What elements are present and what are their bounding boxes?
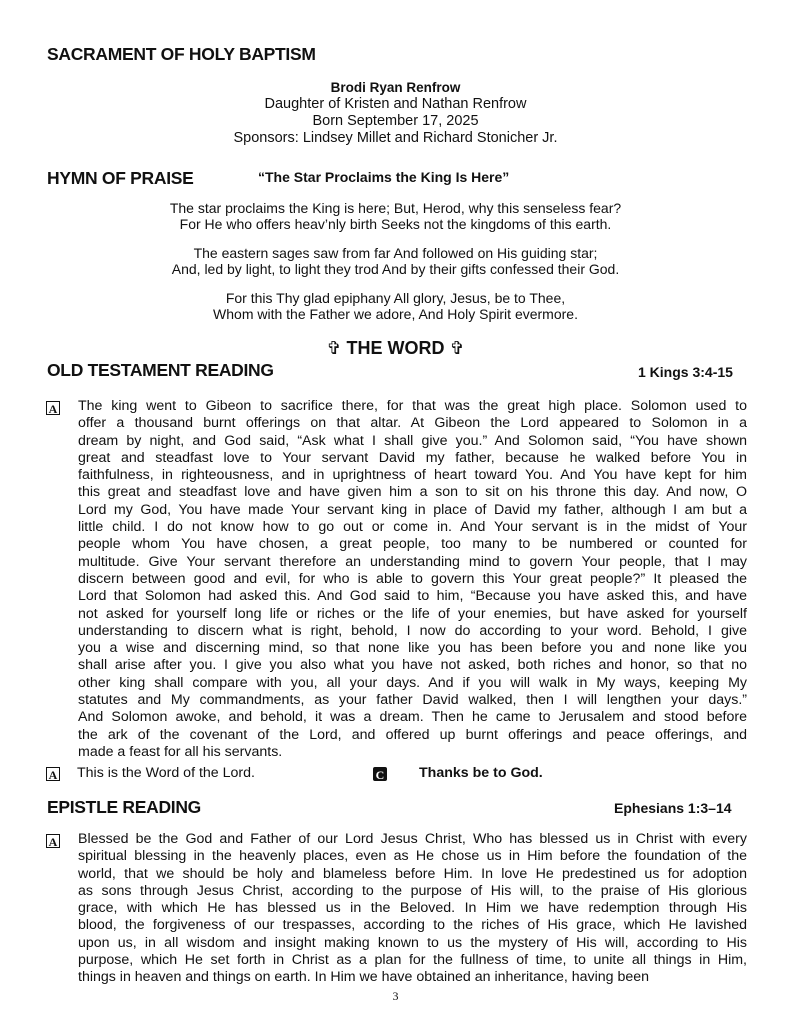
- reading-line: Lord my God, You have made Your servant king in place of David my father, although I am but a: [78, 501, 747, 518]
- stanza-line: For He who offers heav’nly birth Seeks not the kingdoms of this earth.: [179, 216, 612, 232]
- hymn-stanza-2: [0, 245, 791, 277]
- leader-marker-icon: A: [46, 401, 60, 415]
- stanza-line: And, led by light, to light they trod And by their gifts confessed their God.: [171, 261, 620, 277]
- reading-line: great and steadfast love to Your servant David my father, because he walked before You in: [78, 449, 747, 466]
- congregation-response: Thanks be to God.: [419, 765, 543, 781]
- reading-line: statutes and My commandments, as your father David walked, then I will lengthen your days.”: [78, 692, 747, 709]
- stanza-line: For this Thy glad epiphany All glory, Jesus, be to Thee,: [225, 290, 566, 306]
- reading-line: things in heaven and things on earth. In Him we have obtained an inheritance, having been: [78, 969, 650, 986]
- reading-line: the ark of the covenant of the Lord, and offered up burnt offerings and peace offerings, and: [78, 726, 747, 743]
- hymn-stanza-1: [0, 200, 791, 232]
- hymn-title: “The Star Proclaims the King Is Here”: [258, 169, 510, 185]
- reading-line: you a wise and discerning mind, so that none like you has been before you and none like you: [78, 640, 747, 657]
- reading-line: Lord that Solomon had asked this. And God said to him, “Because you have asked this, and have: [78, 588, 747, 605]
- leader-marker-icon: A: [46, 834, 60, 848]
- baptized-name: Brodi Ryan Renfrow: [330, 80, 461, 95]
- leader-response: This is the Word of the Lord.: [77, 765, 255, 781]
- reading-line: little child. I do not know how to go out or come in. And Your servant is in the midst of Your: [78, 519, 747, 536]
- reading-line: discern between good and evil, for who is able to govern this Your great people?” It pleased the: [78, 570, 747, 587]
- reading-line: as sons through Jesus Christ, according to the purpose of His will, to the praise of His glorious: [78, 882, 747, 899]
- epistle-text: [78, 831, 747, 987]
- reading-line: this great and steadfast love and have given him a son to sit on his throne this day. And now, O: [78, 484, 747, 501]
- old-testament-text: [78, 398, 747, 761]
- epistle-heading: EPISTLE READING: [47, 797, 201, 817]
- reading-line: And Solomon awoke, and behold, it was a dream. Then he came to Jerusalem and stood before: [78, 709, 747, 726]
- reading-line: other king shall compare with you, all your days. And if you will walk in My ways, keeping My: [78, 674, 747, 691]
- reading-line: understanding to discern what is right, behold, I now do according to your word. Behold, I give: [78, 622, 747, 639]
- baptism-sponsors: Sponsors: Lindsey Millet and Richard Stonicher Jr.: [233, 130, 558, 146]
- reading-line: grace, with which He has blessed us in the Beloved. In Him we have redemption through His: [78, 900, 747, 917]
- reading-line: multitude. Give Your servant therefore an understanding mind to govern Your people, that I may: [78, 553, 747, 570]
- reading-line: people whom You have chosen, a great people, too many to be numbered or counted for: [78, 536, 747, 553]
- old-testament-reference: 1 Kings 3:4-15: [638, 364, 733, 380]
- baptism-details: [0, 79, 791, 147]
- reading-line: made a feast for all his servants.: [78, 743, 283, 760]
- baptism-heading: SACRAMENT OF HOLY BAPTISM: [47, 44, 316, 64]
- baptism-birth-date: Born September 17, 2025: [312, 113, 479, 129]
- reading-line: dream by night, and God said, “Ask what I shall give you.” And Solomon said, “You have shown: [78, 432, 747, 449]
- reading-line: purpose, which He set forth in Christ as a plan for the fullness of time, to unite all things in Him,: [78, 952, 747, 969]
- reading-line: upon us, in all wisdom and insight making known to us the mystery of His will, according to His: [78, 934, 747, 951]
- reading-line: not asked for yourself long life or riches or the life of your enemies, but have asked for yourself: [78, 605, 747, 622]
- congregation-marker-icon: C: [373, 767, 387, 781]
- reading-line: shall arise after you. I give you also what you have not asked, both riches and honor, so that no: [78, 657, 747, 674]
- stanza-line: Whom with the Father we adore, And Holy Spirit evermore.: [213, 306, 578, 322]
- hymn-stanza-3: [0, 290, 791, 322]
- reading-line: spiritual blessing in the heavenly places, even as He chose us in Him before the foundation of the: [78, 848, 747, 865]
- reading-line: blood, the forgiveness of our trespasses, according to the riches of His grace, which He lavished: [78, 917, 747, 934]
- old-testament-heading: OLD TESTAMENT READING: [47, 360, 274, 380]
- reading-line: Blessed be the God and Father of our Lord Jesus Christ, Who has blessed us in Christ with every: [78, 831, 747, 847]
- stanza-line: The star proclaims the King is here; But, Herod, why this senseless fear?: [169, 200, 622, 216]
- reading-line: offer a thousand burnt offerings on that altar. At Gibeon the Lord appeared to Solomon in a: [78, 415, 747, 432]
- baptism-parents: Daughter of Kristen and Nathan Renfrow: [264, 96, 527, 112]
- reading-line: The king went to Gibeon to sacrifice there, for that was the great high place. Solomon used to: [78, 398, 747, 414]
- leader-marker-icon: A: [46, 767, 60, 781]
- reading-line: faithfulness, in righteousness, and in uprightness of heart toward You. And You have kept for him: [78, 467, 747, 484]
- hymn-heading: HYMN OF PRAISE: [47, 168, 194, 188]
- reading-line: world, that we should be holy and blameless before Him. In love He predestined us for adoption: [78, 865, 747, 882]
- the-word-title: ✞ THE WORD ✞: [326, 338, 465, 358]
- epistle-reference: Ephesians 1:3–14: [614, 800, 732, 816]
- page-number: 3: [392, 989, 399, 1003]
- stanza-line: The eastern sages saw from far And followed on His guiding star;: [193, 245, 598, 261]
